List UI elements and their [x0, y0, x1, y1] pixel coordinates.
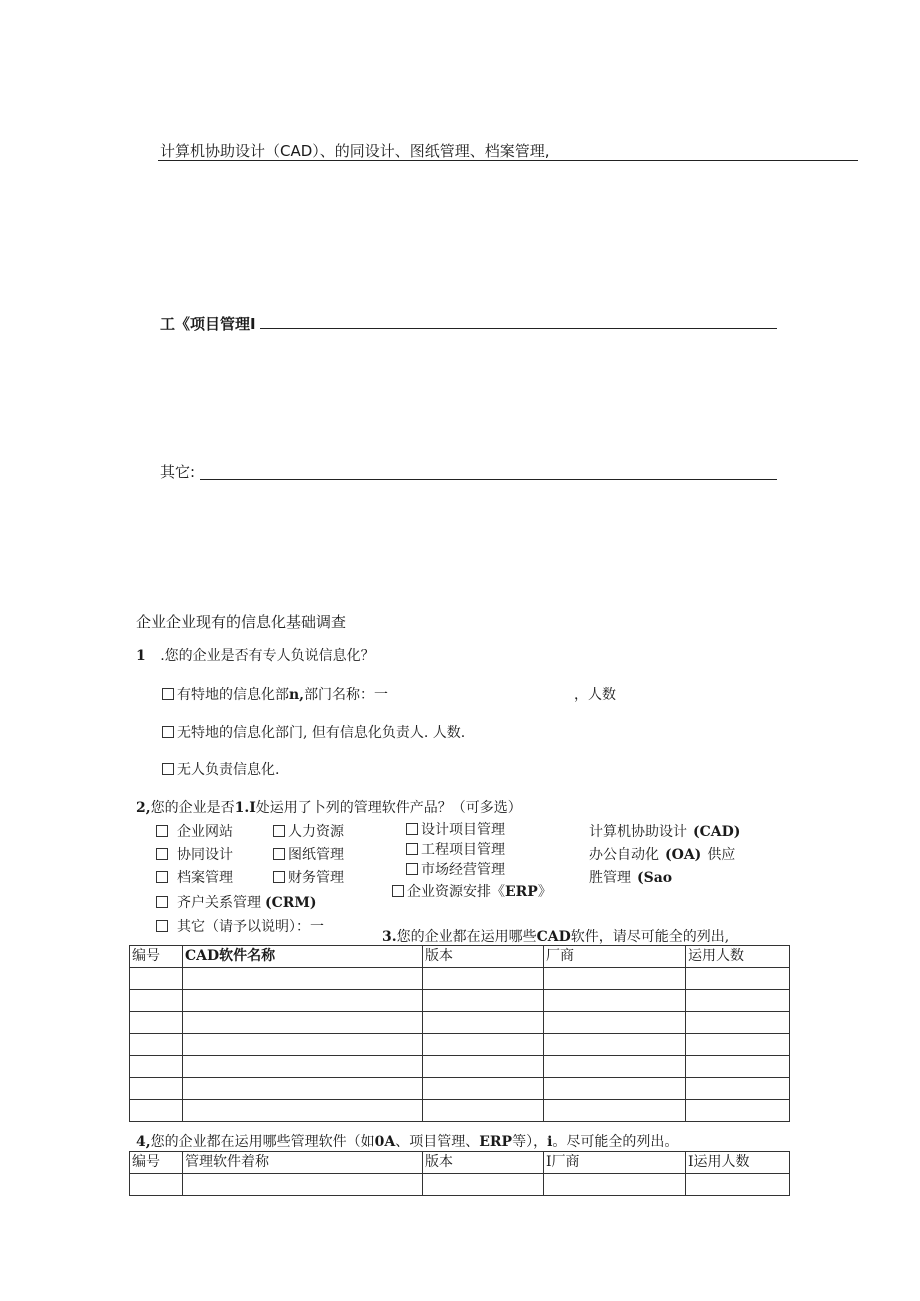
- header-cell-version: 版本: [423, 1152, 544, 1174]
- header-cell-cad-name: CAD软件名称: [183, 946, 423, 968]
- checkbox-icon[interactable]: [273, 871, 285, 883]
- q2-option-crm[interactable]: 齐户关系管理 (CRM): [156, 892, 317, 912]
- q2-question: 2,您的企业是否1.I处运用了卜列的管理软件产品？（可多选）: [136, 800, 522, 816]
- checkbox-icon[interactable]: [406, 823, 418, 835]
- checkbox-icon[interactable]: [406, 863, 418, 875]
- other-input-line[interactable]: [200, 479, 777, 480]
- header-cell-number: 编号: [130, 946, 183, 968]
- header-cell-version: 版本: [423, 946, 544, 968]
- q1-option-no-one[interactable]: 无人负责信息化.: [162, 759, 279, 779]
- checkbox-icon[interactable]: [392, 885, 404, 897]
- header-cell-users: I运用人数: [686, 1152, 790, 1174]
- q1-option-responsible-person[interactable]: 无特地的信息化部门, 但有信息化负责人. 人数.: [162, 722, 465, 742]
- table-row[interactable]: [130, 990, 790, 1012]
- project-input-line[interactable]: [260, 328, 777, 329]
- management-software-table: [129, 1151, 790, 1196]
- other-label: 其它:: [160, 463, 196, 481]
- table-row[interactable]: [130, 1012, 790, 1034]
- q1-text: .您的企业是否有专人负说信息化？: [160, 648, 375, 664]
- table-row[interactable]: [130, 1034, 790, 1056]
- checkbox-icon[interactable]: [156, 825, 168, 837]
- header-cell-number: 编号: [130, 1152, 183, 1174]
- header-cell-vendor: 厂商: [544, 946, 686, 968]
- table-row[interactable]: [130, 1174, 790, 1196]
- table-row[interactable]: [130, 1056, 790, 1078]
- survey-title: 企业企业现有的信息化基础调查: [136, 613, 347, 631]
- checkbox-icon[interactable]: [156, 848, 168, 860]
- q2-option-drawing[interactable]: 图纸管理: [273, 844, 344, 864]
- q2-option-design-project[interactable]: 设计项目管理: [406, 819, 505, 839]
- checkbox-icon[interactable]: [156, 920, 168, 932]
- q2-option-collab-design[interactable]: 协同设计: [156, 844, 233, 864]
- q4-question: 4,您的企业都在运用哪些管理软件（如0A、项目管理、ERP等），i。尽可能全的列出。: [136, 1134, 679, 1150]
- checkbox-icon[interactable]: [273, 848, 285, 860]
- checkbox-icon[interactable]: [156, 896, 168, 908]
- checkbox-icon[interactable]: [156, 871, 168, 883]
- q2-option-archive[interactable]: 档案管理: [156, 867, 233, 887]
- checkbox-icon[interactable]: [162, 726, 174, 738]
- checkbox-icon[interactable]: [273, 825, 285, 837]
- q1-question: [136, 645, 375, 665]
- cad-underline: [158, 160, 858, 161]
- cad-software-table: [129, 945, 790, 1122]
- q2-option-other[interactable]: 其它（请予以说明）：一: [156, 916, 324, 936]
- table-header-row: [130, 946, 790, 968]
- q2-option-oa-supply: 办公自动化 (OA) 供应: [589, 847, 736, 863]
- checkbox-icon[interactable]: [406, 843, 418, 855]
- q2-option-marketing[interactable]: 市场经营管理: [406, 859, 505, 879]
- header-cell-users: 运用人数: [686, 946, 790, 968]
- q3-question: 3.您的企业都在运用哪些CAD软件，请尽可能全的列出,: [382, 929, 730, 945]
- q2-option-website[interactable]: 企业网站: [156, 821, 233, 841]
- table-row[interactable]: [130, 1100, 790, 1122]
- header-cell-vendor: I厂商: [544, 1152, 686, 1174]
- q1-number: 1: [136, 648, 146, 664]
- q2-option-hr[interactable]: 人力资源: [273, 821, 344, 841]
- q2-option-cad: 计算机协助设计 (CAD): [589, 824, 741, 840]
- q2-option-finance[interactable]: 财务管理: [273, 867, 344, 887]
- table-row[interactable]: [130, 1078, 790, 1100]
- management-table-clip: [128, 1151, 792, 1197]
- q2-other-clipped: [150, 914, 370, 935]
- table-row[interactable]: [130, 968, 790, 990]
- q1-headcount-label: ，人数: [574, 687, 616, 703]
- q2-option-scm: 胜管理 (Sao: [589, 870, 673, 886]
- q2-option-erp[interactable]: 企业资源安排《ERP》: [392, 881, 552, 901]
- table-header-row: [130, 1152, 790, 1174]
- q2-option-engineering-project[interactable]: 工程项目管理: [406, 839, 505, 859]
- project-label: 工《项目管理I: [160, 315, 256, 333]
- checkbox-icon[interactable]: [162, 763, 174, 775]
- checkbox-icon[interactable]: [162, 688, 174, 700]
- header-cell-mgmt-name: 管理软件着称: [183, 1152, 423, 1174]
- cad-line-text: 计算机协助设计（CAD）、的同设计、图纸管理、档案管理,: [160, 142, 550, 160]
- q1-option-dedicated-dept[interactable]: 有特地的信息化部n,部门名称：一: [162, 684, 388, 704]
